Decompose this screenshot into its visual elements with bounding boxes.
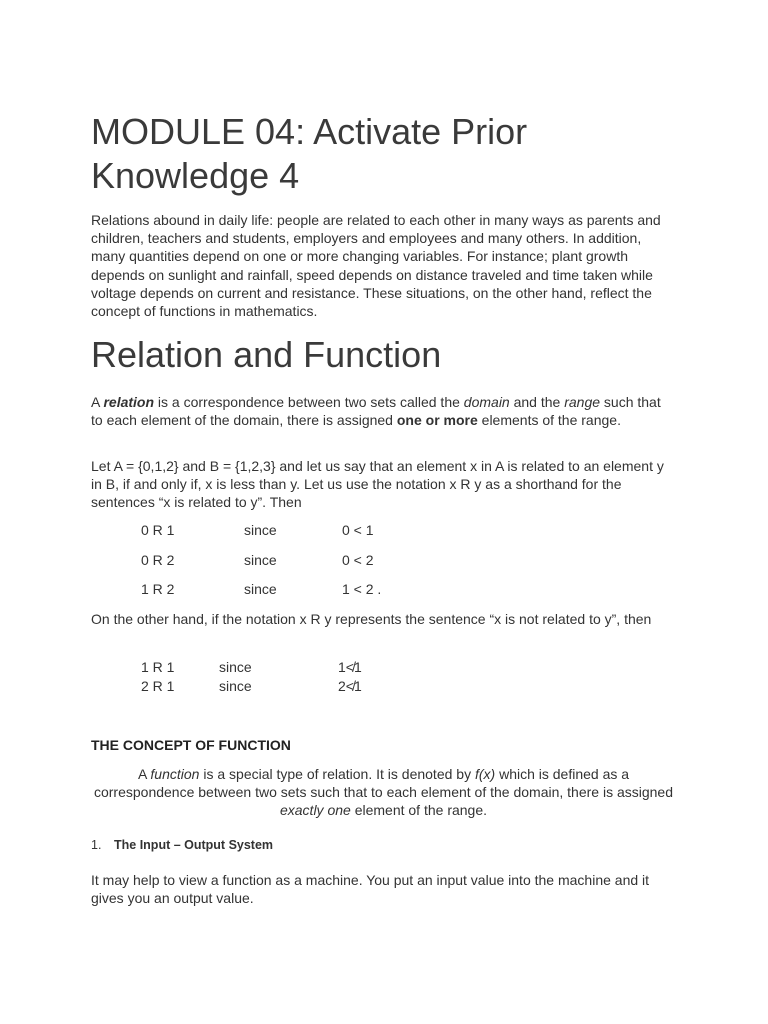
since-label: since	[219, 659, 252, 675]
domain-term: domain	[463, 394, 510, 410]
relation-definition: A relation is a correspondence between two sets called the domain and the range such that to each element of the domain, there is assigned one or more elements of the range.	[91, 394, 661, 429]
since-label: since	[219, 678, 252, 695]
relation-pair: 0 R 1	[141, 522, 175, 538]
other-hand-paragraph: On the other hand, if the notation x R y represents the sentence “x is not related to y”, then	[91, 611, 652, 627]
not-related-condition: 2≮1	[338, 678, 362, 695]
not-related-condition: 1≮1	[338, 659, 362, 675]
section-heading: Relation and Function	[91, 334, 442, 375]
range-term: range	[564, 394, 601, 410]
function-notation: f(x)	[474, 766, 496, 782]
one-or-more-term: one or more	[396, 412, 478, 429]
relation-pair: 1 R 2	[141, 581, 175, 597]
function-term: function	[150, 766, 200, 782]
since-label: since	[244, 581, 277, 597]
intro-paragraph: Relations abound in daily life: people are related to each other in many ways as parents and children, teachers and students, employers and employees and many others. In addition, many quantities depend on one or more changing variables. For instance; plant growth depends on sunlight and rainfall, speed depends on distance traveled and time taken while voltage depends on current and resistance. These situations, on the other hand, reflect the concept of functions in mathematics.	[91, 212, 661, 320]
relation-pair: 0 R 2	[141, 551, 175, 568]
let-paragraph: Let A = {0,1,2} and B = {1,2,3} and let us say that an element x in A is related to an element y in B, if and only if, x is less than y. Let us use the notation x R y as a shorthand for the sentences “x is related to y”. Then	[91, 458, 664, 511]
machine-paragraph: It may help to view a function as a machine. You put an input value into the machine and it gives you an output value.	[91, 872, 650, 907]
relation-term: relation	[103, 394, 155, 410]
relation-condition: 0 < 1	[342, 522, 374, 538]
concept-heading: THE CONCEPT OF FUNCTION	[91, 737, 291, 753]
not-related-pair: 1 R 1	[141, 659, 175, 675]
function-definition: A function is a special type of relation. It is denoted by f(x) which is defined as a correspondence between two sets such that to each element of the domain, there is assigned exactly one element of the range.	[93, 766, 674, 819]
numbered-list-item	[91, 836, 273, 854]
exactly-one-term: exactly one	[279, 802, 351, 819]
since-label: since	[244, 522, 277, 538]
relation-condition: 0 < 2	[342, 551, 374, 568]
page-title: MODULE 04: Activate Prior Knowledge 4	[91, 111, 528, 196]
list-number: 1.	[91, 838, 102, 852]
list-item-title: The Input – Output System	[114, 838, 274, 852]
since-label: since	[244, 551, 277, 568]
not-related-pair: 2 R 1	[141, 678, 175, 695]
relation-condition: 1 < 2 .	[342, 581, 382, 597]
